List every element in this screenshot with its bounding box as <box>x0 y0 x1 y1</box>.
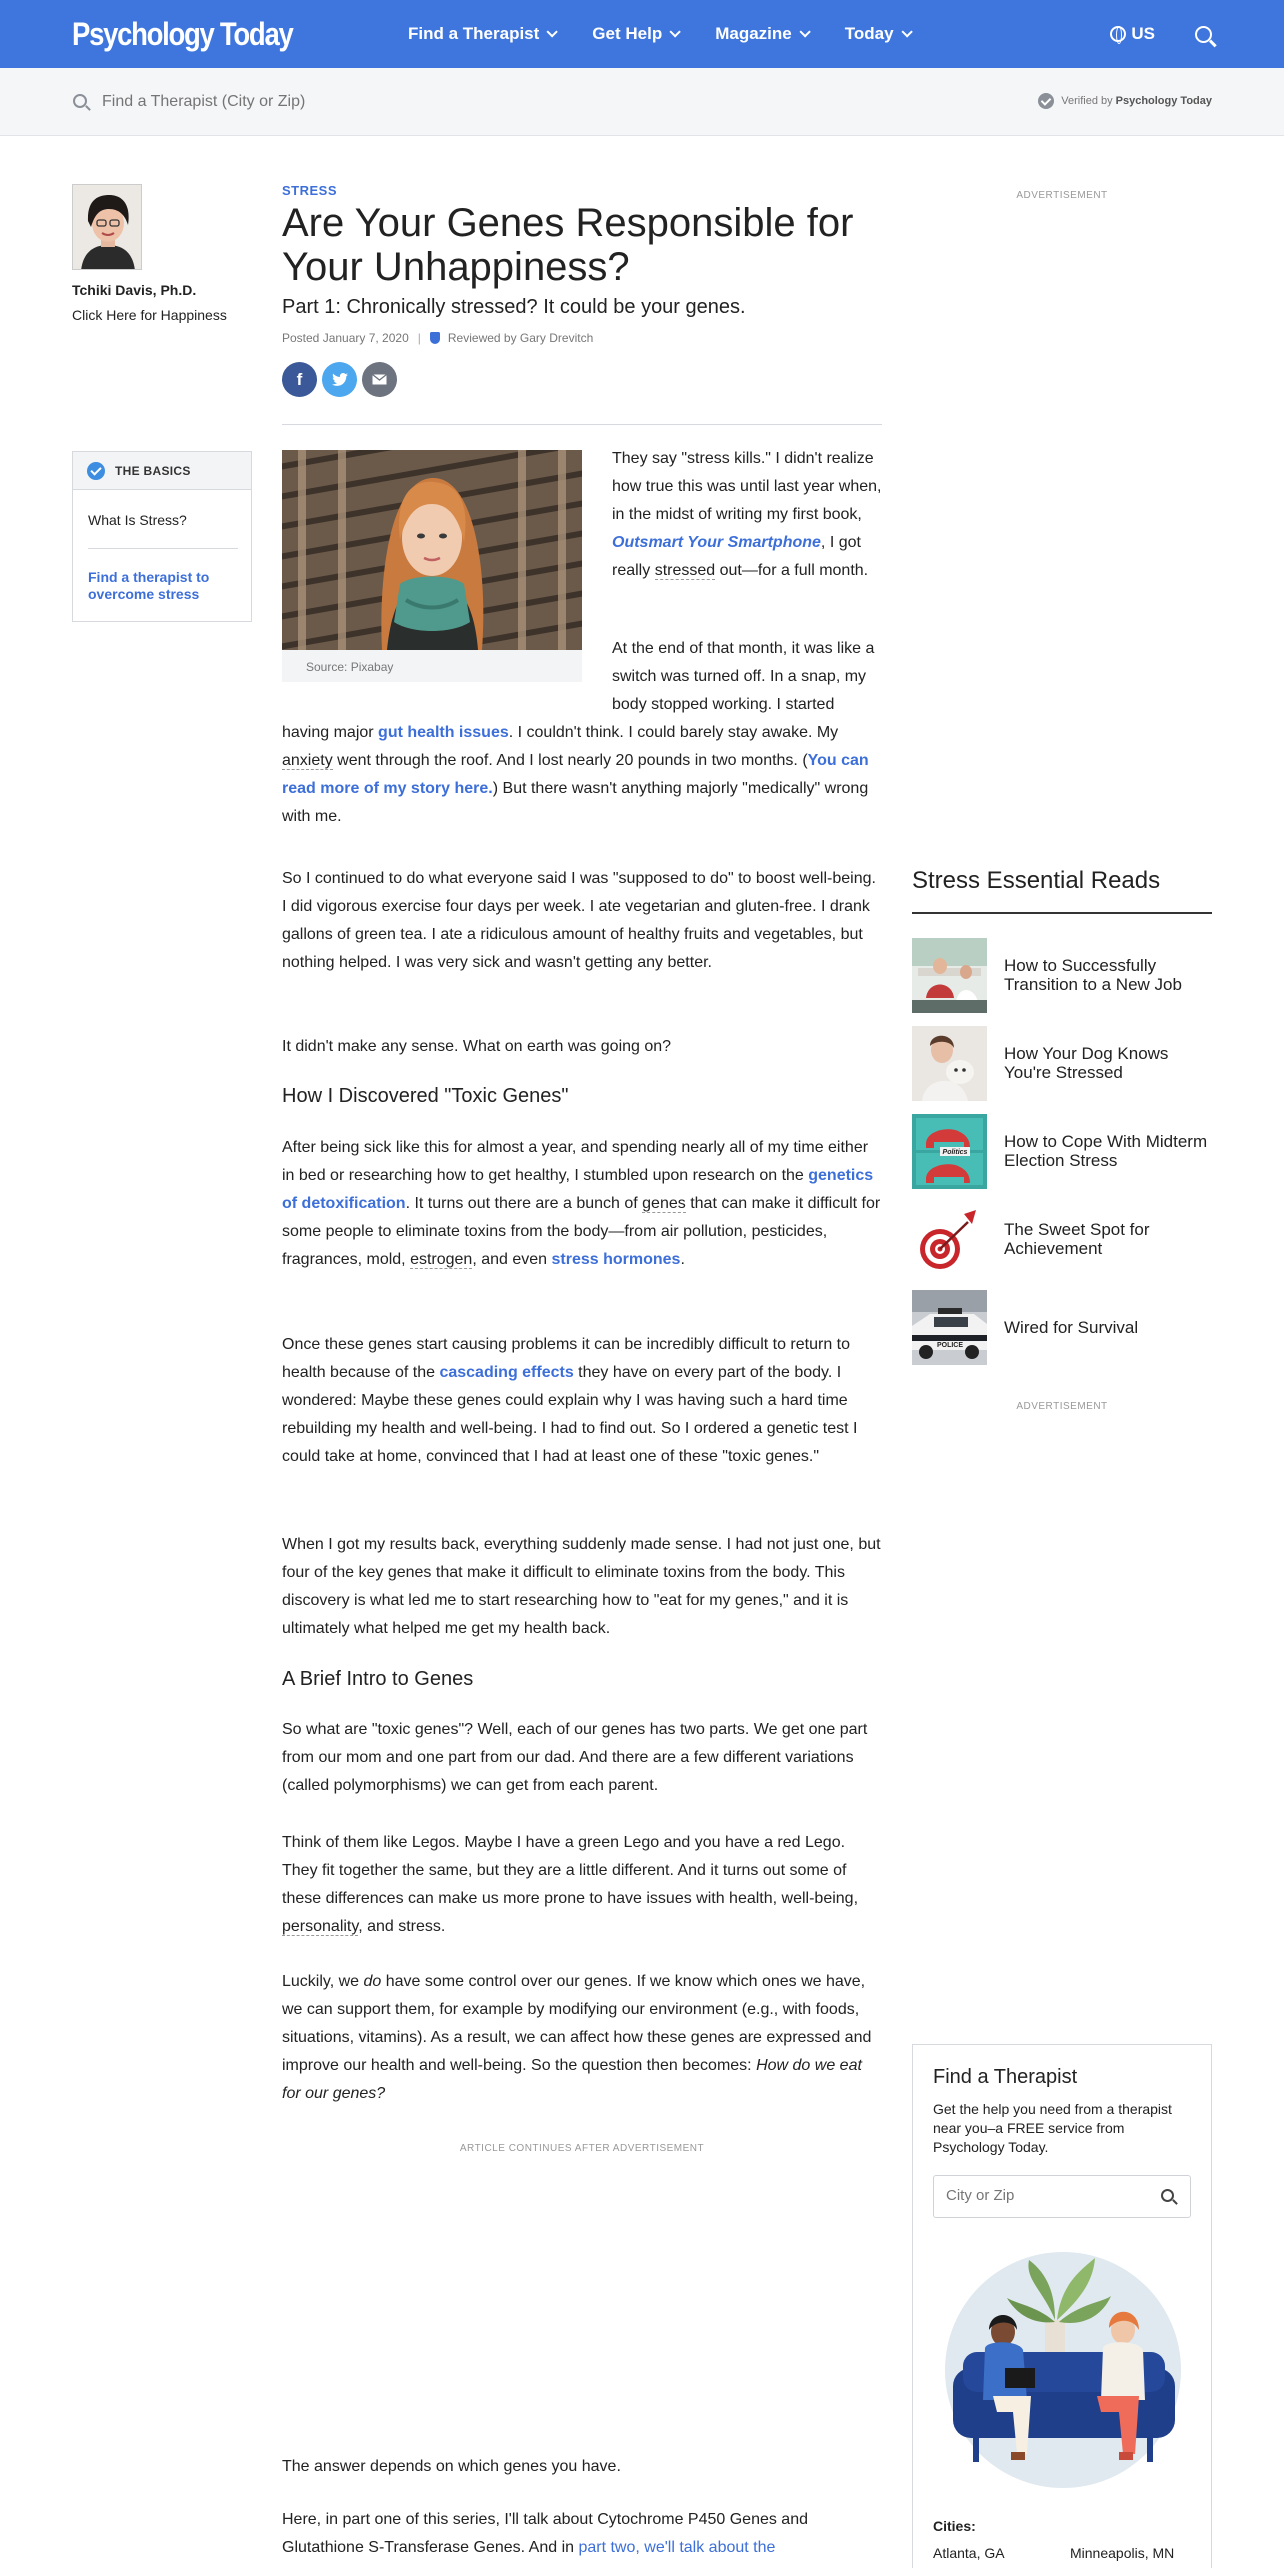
essential-read-title: How to Successfully Transition to a New Job <box>1004 956 1182 994</box>
chevron-down-icon <box>547 26 558 37</box>
posted-date: Posted January 7, 2020 <box>282 331 409 345</box>
facebook-share-button[interactable] <box>282 362 317 397</box>
essential-read-item[interactable] <box>912 1201 1212 1277</box>
divider <box>88 548 238 549</box>
text-run: . I couldn't think. I could barely stay awake. My <box>508 724 839 741</box>
text-run: , and even <box>472 1251 552 1268</box>
glossary-term-genes[interactable]: genes <box>642 1195 686 1212</box>
paragraph-8: So what are "toxic genes"? Well, each of our genes has two parts. We get one part from our mom and one part from our dad. And there are a few different variations (called polymorphisms) we can get from each parent. <box>282 1721 868 1794</box>
emphasis: do <box>363 1973 382 1990</box>
city-zip-input[interactable] <box>946 2187 1146 2204</box>
nav-label: Find a Therapist <box>408 24 540 43</box>
office-photo <box>912 938 987 1013</box>
therapist-search-bar <box>0 68 1284 136</box>
facebook-icon: f <box>296 369 303 389</box>
check-circle-icon <box>1038 93 1054 109</box>
text-run: Here, in part one of this series, I'll talk about Cytochrome P450 Genes and Glutathione S-Transferase Genes. And in <box>282 2511 808 2556</box>
stress-hormones-link[interactable]: stress hormones <box>551 1251 681 1268</box>
section-heading-toxic-genes: How I Discovered "Toxic Genes" <box>282 1085 569 1107</box>
nav-find-therapist[interactable] <box>408 24 554 44</box>
essential-read-title: Wired for Survival <box>1004 1317 1139 1337</box>
essential-read-item[interactable] <box>912 1025 1212 1101</box>
author-blog-link[interactable]: Click Here for Happiness <box>72 307 227 323</box>
main-menu <box>408 0 947 68</box>
nav-magazine[interactable] <box>715 24 807 44</box>
float-spacer <box>282 635 612 719</box>
woman-portrait-photo <box>282 450 582 650</box>
gut-health-link[interactable]: gut health issues <box>378 724 509 741</box>
article-image <box>282 450 582 650</box>
verified-brand: Psychology Today <box>1115 95 1212 107</box>
text-run: went through the roof. And I lost nearly 20 pounds in two months. ( <box>332 752 808 769</box>
text-run: . <box>680 1251 685 1268</box>
essential-read-item[interactable] <box>912 1113 1212 1189</box>
text-run: they have on every part of the body. I wondered: Maybe these genes could explain why I was having such a hard time rebuilding my health and well-being. I had to find out. So I ordered a genetic test I could take at home, convinced that I had at least one of these "toxic genes." <box>282 1364 858 1465</box>
target-dart-icon <box>912 1202 987 1277</box>
text-run: , and stress. <box>358 1918 446 1935</box>
widget-description: Get the help you need from a therapist near you–a FREE service from Psychology Today. <box>933 2101 1172 2155</box>
essential-read-item[interactable] <box>912 1289 1212 1365</box>
divider <box>912 912 1212 914</box>
cascading-effects-link[interactable]: cascading effects <box>439 1364 574 1381</box>
essential-read-item[interactable] <box>912 937 1212 1013</box>
text-run: Luckily, we <box>282 1973 364 1990</box>
globe-icon[interactable] <box>1110 26 1126 42</box>
police-car-label: POLICE <box>936 1341 964 1349</box>
paragraph-6 <box>282 1331 882 1471</box>
text-run: They say "stress kills." I didn't realize how true this was until last year when, in the midst of writing my first book, <box>612 450 882 523</box>
paragraph-7: When I got my results back, everything suddenly made sense. I had not just one, but four of the key genes that make it difficult to eliminate toxins from the body. This discovery is what led me to start researching how to "eat for my genes," and it is ultimately what helped me get my health back. <box>282 1536 881 1637</box>
text-run: out—for a full month. <box>715 562 869 579</box>
reviewed-by: Reviewed by Gary Drevitch <box>447 331 594 345</box>
site-logo[interactable]: Psychology Today <box>72 16 293 52</box>
article-subtitle: Part 1: Chronically stressed? It could be your genes. <box>282 296 746 318</box>
article-thumbnail <box>912 1202 987 1277</box>
author-name[interactable]: Tchiki Davis, Ph.D. <box>72 282 197 298</box>
twitter-icon <box>332 373 348 387</box>
search-icon[interactable] <box>1161 2189 1174 2202</box>
politics-sign-label: Politics <box>942 1148 968 1156</box>
book-link[interactable]: Outsmart Your Smartphone <box>612 534 821 551</box>
section-heading-intro-genes: A Brief Intro to Genes <box>282 1668 474 1690</box>
woman-with-dog-photo <box>912 1026 987 1101</box>
widget-title: Find a Therapist <box>933 2066 1078 2088</box>
glossary-term-estrogen[interactable]: estrogen <box>410 1251 473 1268</box>
part-two-link[interactable]: part two, we'll talk about the <box>578 2539 776 2556</box>
police-car-photo <box>912 1290 987 1365</box>
therapy-session-image <box>933 2240 1193 2490</box>
nav-today[interactable] <box>845 24 909 44</box>
text-run: At the end of that month, it was like a switch was turned off. In a snap, my body stopped working. I started having major <box>282 640 875 741</box>
article-title: Are Your Genes Responsible for Your Unhappiness? <box>282 201 854 289</box>
paragraph-9 <box>282 1829 882 1941</box>
chevron-down-icon <box>799 26 810 37</box>
verified-prefix: Verified by <box>1061 95 1113 107</box>
therapist-search-input[interactable] <box>102 90 602 114</box>
basics-box <box>72 451 252 622</box>
detox-genetics-link[interactable]: genetics of detoxification <box>282 1167 874 1212</box>
text-run: ) But there wasn't anything majorly "medically" wrong with me. <box>282 780 869 825</box>
article-category[interactable]: STRESS <box>282 183 338 198</box>
story-link[interactable]: You can read more of my story here. <box>282 752 869 797</box>
nav-right <box>1110 0 1212 68</box>
basics-title: THE BASICS <box>115 463 191 478</box>
paragraph-5 <box>282 1134 882 1274</box>
twitter-share-button[interactable] <box>322 362 357 397</box>
glossary-term-personality[interactable]: personality <box>282 1918 359 1935</box>
country-selector[interactable]: US <box>1131 24 1155 43</box>
paragraph-10 <box>282 1968 882 2108</box>
glossary-term-anxiety[interactable]: anxiety <box>282 752 333 769</box>
advertisement-label: ADVERTISEMENT <box>1016 190 1108 201</box>
top-nav <box>0 0 1284 68</box>
share-buttons <box>282 362 402 397</box>
essential-read-title: How to Cope With Midterm Election Stress <box>1004 1132 1208 1170</box>
city-link-atlanta[interactable]: Atlanta, GA <box>933 2545 1005 2561</box>
emphasis: How do we eat for our genes? <box>282 2057 862 2102</box>
politics-elephant-photo <box>912 1114 987 1189</box>
find-therapist-widget <box>912 2044 1212 2568</box>
nav-label: Magazine <box>715 24 792 43</box>
advertisement-label: ADVERTISEMENT <box>1016 1401 1108 1412</box>
author-portrait-image <box>73 185 142 270</box>
basics-link-find-therapist[interactable]: Find a therapist to overcome stress <box>88 569 210 602</box>
article-thumbnail <box>912 1026 987 1101</box>
text-run: have some control over our genes. If we know which ones we have, we can support them, for example by modifying our environment (e.g., with foods, situations, vitamins). As a result, we can affect how these genes are expressed and improve our health and well-being. So the question then becomes: <box>282 1973 872 2074</box>
ad-continues-label: ARTICLE CONTINUES AFTER ADVERTISEMENT <box>459 2143 705 2154</box>
verified-badge <box>1038 93 1212 109</box>
chevron-down-icon <box>901 26 912 37</box>
paragraph-4: It didn't make any sense. What on earth was going on? <box>282 1038 672 1055</box>
text-run: Think of them like Legos. Maybe I have a green Lego and you have a red Lego. They fit together the same, but they are a little different. And it turns out some of these differences can make us more prone to have issues with health, well-being, <box>282 1834 859 1907</box>
basics-header <box>73 452 251 490</box>
image-caption: Source: Pixabay <box>306 660 394 674</box>
article-thumbnail <box>912 1114 987 1189</box>
therapy-illustration <box>933 2240 1193 2490</box>
cities-title: Cities: <box>933 2518 976 2534</box>
essential-reads-title: Stress Essential Reads <box>912 867 1161 894</box>
paragraph-2 <box>282 635 882 831</box>
text-run: After being sick like this for almost a year, and spending nearly all of my time either in bed or researching how to get healthy, I stumbled upon research on the <box>282 1139 869 1184</box>
article-thumbnail <box>912 938 987 1013</box>
nav-get-help[interactable] <box>592 24 677 44</box>
meta-separator: | <box>417 331 421 345</box>
email-share-button[interactable] <box>362 362 397 397</box>
chevron-down-icon <box>670 26 681 37</box>
nav-label: Get Help <box>592 24 663 43</box>
paragraph-11: The answer depends on which genes you have. <box>282 2458 621 2475</box>
nav-label: Today <box>844 24 894 43</box>
text-run: , I got really <box>612 534 861 579</box>
essential-read-title: How Your Dog Knows You're Stressed <box>1004 1044 1169 1082</box>
shield-icon <box>430 332 440 344</box>
paragraph-12 <box>282 2506 882 2562</box>
text-run: Once these genes start causing problems it can be incredibly difficult to return to health because of the <box>282 1336 851 1381</box>
search-icon[interactable] <box>1195 26 1212 43</box>
mail-icon <box>372 374 387 385</box>
city-link-minneapolis[interactable]: Minneapolis, MN <box>1070 2545 1175 2561</box>
paragraph-1 <box>612 445 882 585</box>
search-icon <box>73 94 87 108</box>
city-zip-field[interactable] <box>933 2175 1191 2218</box>
text-run: . It turns out there are a bunch of <box>405 1195 643 1212</box>
basics-link-what-is-stress[interactable]: What Is Stress? <box>88 512 187 528</box>
text-run: that can make it difficult for some people to eliminate toxins from the body—from air pollution, pesticides, fragrances, mold, <box>282 1195 881 1268</box>
glossary-term-stressed[interactable]: stressed <box>654 562 716 579</box>
divider <box>282 424 882 425</box>
author-avatar[interactable] <box>72 184 142 270</box>
check-circle-icon <box>87 462 105 480</box>
article-thumbnail <box>912 1290 987 1365</box>
essential-read-title: The Sweet Spot for Achievement <box>1004 1220 1150 1258</box>
paragraph-3: So I continued to do what everyone said I was "supposed to do" to boost well-being. I did vigorous exercise four days per week. I ate vegetarian and gluten-free. I drank gallons of green tea. I ate a ridiculous amount of healthy fruits and vegetables, but nothing helped. I was very sick and wasn't getting any better. <box>282 870 876 971</box>
article-meta <box>282 331 593 345</box>
